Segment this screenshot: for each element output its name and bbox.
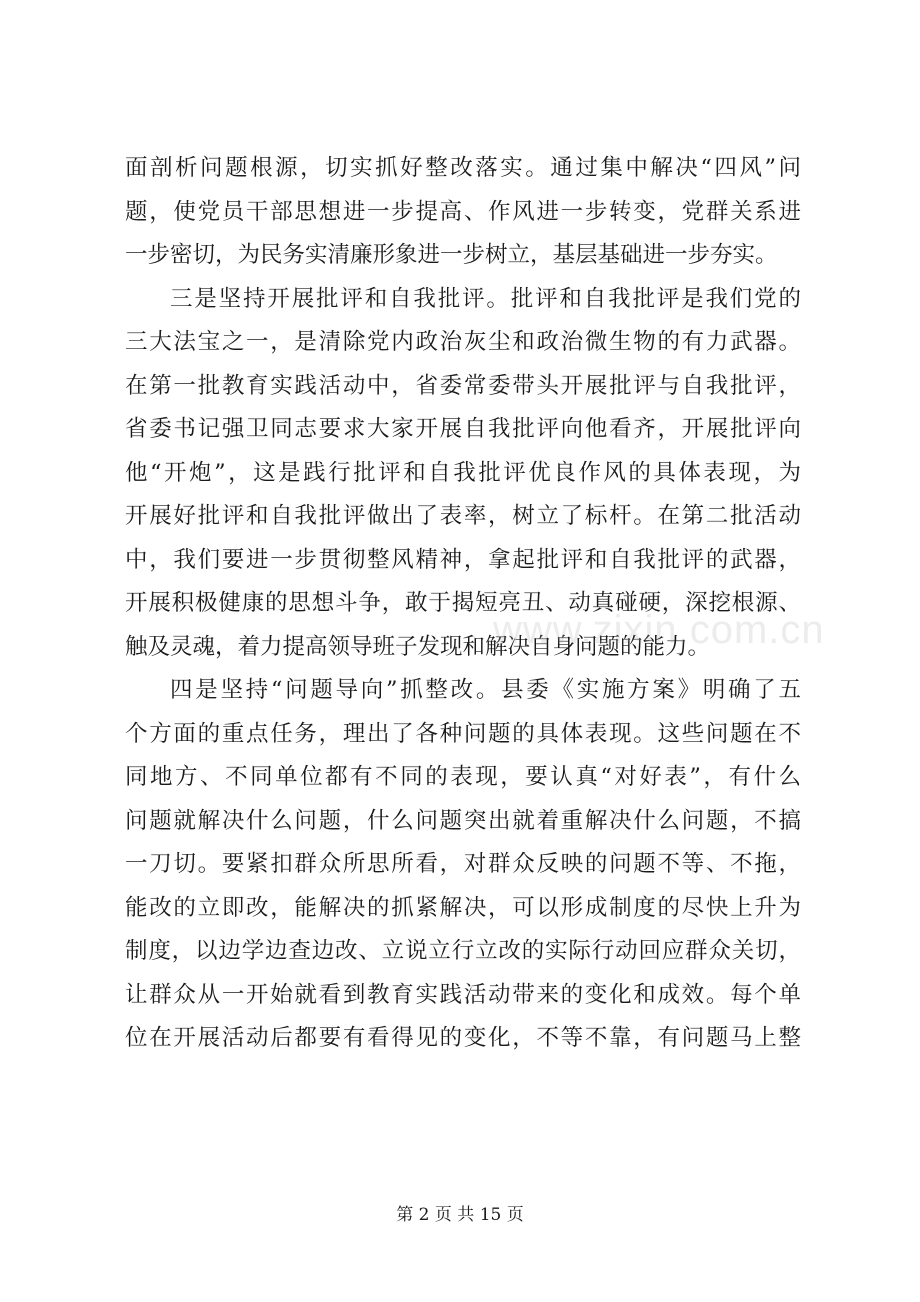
paragraph-line: 开展积极健康的思想斗争，敢于揭短亮丑、动真碰硬，深挖根源、: [125, 590, 801, 616]
paragraph-line: 省委书记强卫同志要求大家开展自我批评向他看齐，开展批评向: [125, 416, 801, 442]
paragraph-line: 中，我们要进一步贯彻整风精神，拿起批评和自我批评的武器，: [125, 546, 801, 573]
paragraph-line: 三大法宝之一，是清除党内政治灰尘和政治微生物的有力武器。: [125, 329, 801, 355]
paragraph-line: 能改的立即改，能解决的抓紧解决，可以形成制度的尽快上升为: [125, 894, 801, 921]
paragraph-line: 让群众从一开始就看到教育实践活动带来的变化和成效。每个单: [125, 981, 801, 1008]
paragraph-line: 触及灵魂，着力提高领导班子发现和解决自身问题的能力。: [125, 633, 711, 660]
paragraph-line: 题，使党员干部思想进一步提高、作风进一步转变，党群关系进: [125, 198, 801, 225]
paragraph-line: 同地方、不同单位都有不同的表现，要认真“对好表”，有什么: [125, 764, 801, 790]
paragraph-line: 三是坚持开展批评和自我批评。批评和自我批评是我们党的: [170, 285, 801, 312]
paragraph-line: 在第一批教育实践活动中，省委常委带头开展批评与自我批评，: [125, 372, 801, 399]
paragraph-line: 开展好批评和自我批评做出了表率，树立了标杆。在第二批活动: [125, 503, 801, 529]
paragraph-line: 一步密切，为民务实清廉形象进一步树立，基层基础进一步夯实。: [125, 242, 778, 268]
paragraph-line: 制度，以边学边查边改、立说立行立改的实际行动回应群众关切，: [125, 938, 801, 964]
paragraph-line: 一刀切。要紧扣群众所思所看，对群众反映的问题不等、不拖，: [125, 851, 801, 877]
watermark: www.zixin.com.cn: [493, 608, 825, 652]
page-number: 第 2 页 共 15 页: [396, 1205, 524, 1225]
paragraph-line: 四是坚持“问题导向”抓整改。县委《实施方案》明确了五: [170, 677, 801, 703]
paragraph-line: 问题就解决什么问题，什么问题突出就着重解决什么问题，不搞: [125, 807, 801, 834]
paragraph-line: 面剖析问题根源，切实抓好整改落实。通过集中解决“四风”问: [125, 155, 801, 181]
paragraph-line: 个方面的重点任务，理出了各种问题的具体表现。这些问题在不: [125, 720, 801, 747]
paragraph-line: 位在开展活动后都要有看得见的变化，不等不靠，有问题马上整: [125, 1025, 801, 1051]
paragraph-line: 他“开炮”，这是践行批评和自我批评优良作风的具体表现，为: [125, 459, 801, 486]
